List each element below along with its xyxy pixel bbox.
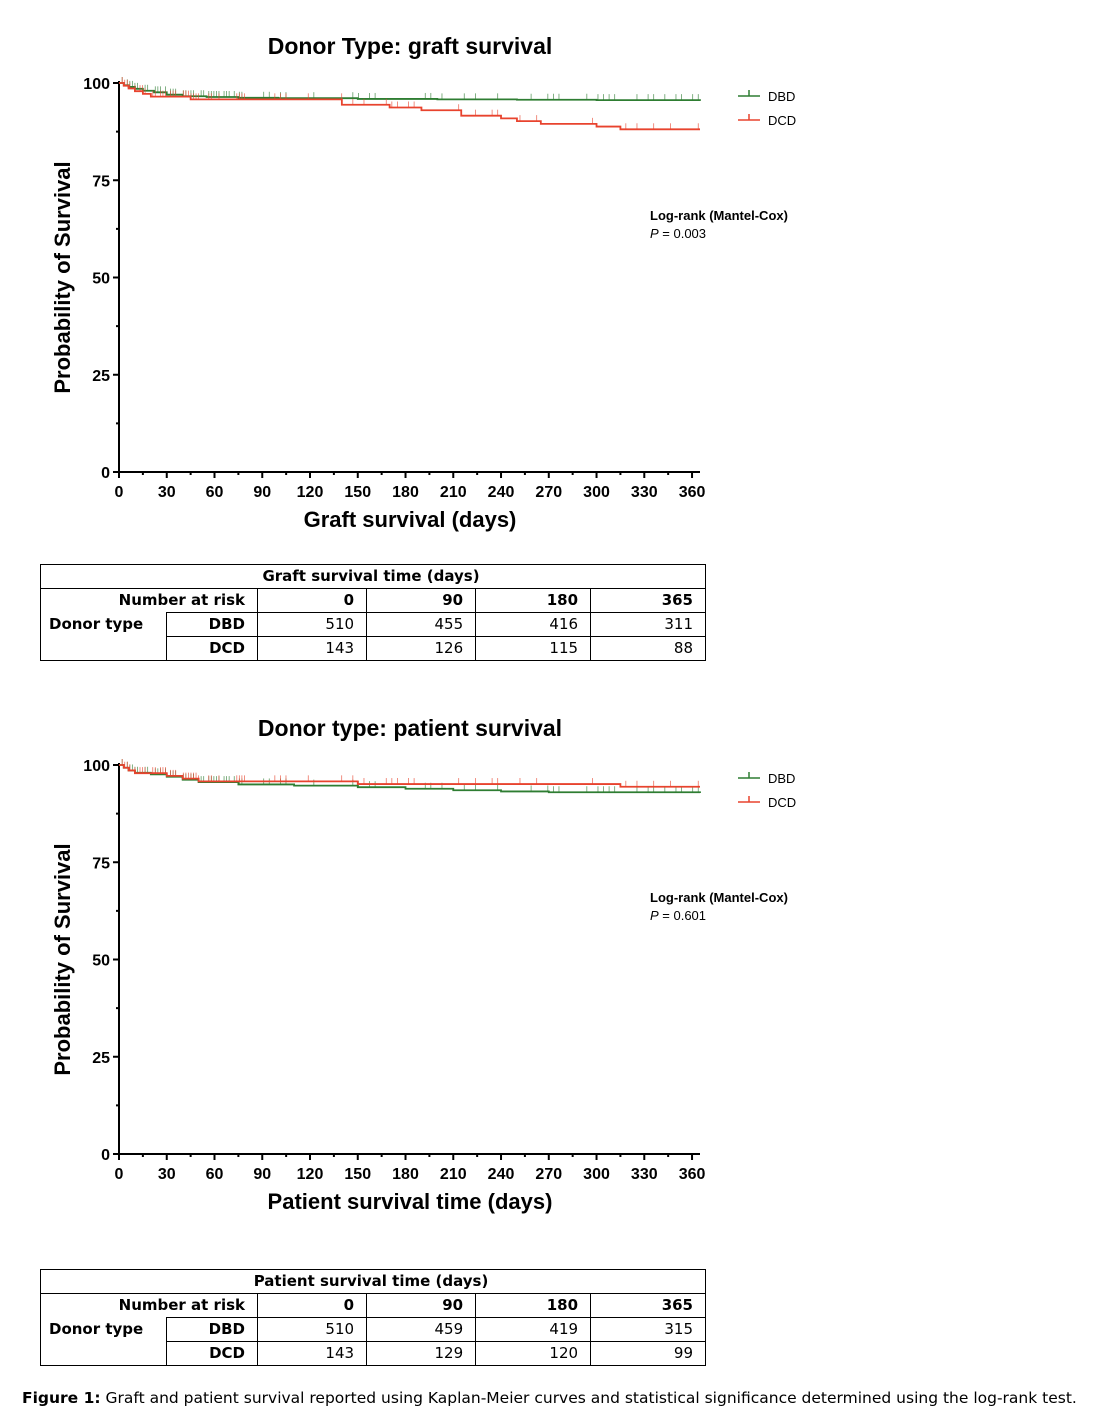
- p-value-annotation: [650, 226, 706, 241]
- patient-risk-table: [40, 1269, 706, 1366]
- p-symbol: P: [650, 226, 659, 241]
- y-tick-label: 25: [92, 367, 110, 385]
- logrank-annotation: Log-rank (Mantel-Cox): [650, 890, 788, 905]
- cell-dcd-90: 129: [367, 1342, 476, 1366]
- cell-dbd-90: 455: [367, 613, 476, 637]
- cell-dcd-0: 143: [258, 1342, 367, 1366]
- figure-caption: [22, 1389, 1077, 1407]
- legend-label: DCD: [768, 113, 797, 128]
- p-symbol: P: [650, 908, 659, 923]
- chart-title: Donor type: patient survival: [257, 715, 563, 741]
- cell-dbd-365: 311: [591, 613, 706, 637]
- y-tick-label: 50: [92, 270, 110, 288]
- cell-dbd-0: 510: [258, 613, 367, 637]
- p-value-annotation: [650, 908, 706, 923]
- empty-cell: [41, 637, 167, 661]
- table-header: Patient survival time (days): [41, 1270, 706, 1294]
- x-tick-label: 210: [439, 484, 467, 501]
- x-tick-label: 30: [157, 1166, 176, 1183]
- cell-dcd-365: 99: [591, 1342, 706, 1366]
- table-header: Graft survival time (days): [41, 565, 706, 589]
- x-axis-label: Graft survival (days): [303, 507, 517, 532]
- x-tick-label: 150: [344, 1166, 372, 1183]
- p-value: = 0.601: [658, 908, 707, 923]
- cell-dcd-180: 120: [476, 1342, 591, 1366]
- y-tick-label: 50: [92, 952, 110, 970]
- empty-cell: [41, 1342, 167, 1366]
- y-axis-label: Probability of Survival: [50, 843, 75, 1076]
- legend-label: DCD: [768, 795, 797, 810]
- y-tick-label: 100: [83, 76, 110, 93]
- graft-survival-chart: [0, 20, 820, 540]
- p-value: = 0.003: [658, 226, 707, 241]
- number-at-risk-label: Number at risk: [41, 589, 258, 613]
- cell-dbd-365: 315: [591, 1318, 706, 1342]
- cell-dcd-365: 88: [591, 637, 706, 661]
- chart-title: Donor Type: graft survival: [267, 33, 553, 59]
- legend-label: DBD: [768, 771, 796, 786]
- x-tick-label: 270: [535, 484, 563, 501]
- x-tick-label: 300: [583, 484, 610, 501]
- x-tick-label: 180: [392, 484, 419, 501]
- patient-survival-chart: [0, 702, 820, 1222]
- series-line-dcd: [119, 765, 700, 787]
- x-tick-label: 210: [439, 1166, 467, 1183]
- x-tick-label: 240: [487, 484, 515, 501]
- graft-risk-table: [40, 564, 706, 661]
- y-tick-label: 0: [101, 1147, 110, 1164]
- cell-dcd-90: 126: [367, 637, 476, 661]
- time-90: 90: [367, 1294, 476, 1318]
- x-tick-label: 0: [114, 484, 124, 501]
- cell-dcd-180: 115: [476, 637, 591, 661]
- y-tick-label: 25: [92, 1049, 110, 1067]
- series-line-dbd: [119, 765, 700, 793]
- y-tick-label: 75: [92, 855, 110, 873]
- row-label-dbd: DBD: [167, 613, 258, 637]
- caption-label: Figure 1:: [22, 1389, 101, 1407]
- x-tick-label: 240: [487, 1166, 515, 1183]
- x-tick-label: 30: [157, 484, 176, 501]
- donor-type-label: Donor type: [41, 1318, 167, 1342]
- donor-type-label: Donor type: [41, 613, 167, 637]
- x-tick-label: 60: [205, 1166, 224, 1183]
- series-line-dbd: [119, 83, 700, 101]
- cell-dbd-180: 419: [476, 1318, 591, 1342]
- y-tick-label: 100: [83, 758, 110, 775]
- x-tick-label: 330: [630, 484, 658, 501]
- caption-text: Graft and patient survival reported using Kaplan-Meier curves and statistical significance determined using the log-rank test.: [100, 1389, 1077, 1407]
- cell-dbd-0: 510: [258, 1318, 367, 1342]
- y-tick-label: 75: [92, 173, 110, 191]
- x-tick-label: 270: [535, 1166, 563, 1183]
- time-180: 180: [476, 1294, 591, 1318]
- row-label-dcd: DCD: [167, 1342, 258, 1366]
- logrank-annotation: Log-rank (Mantel-Cox): [650, 208, 788, 223]
- cell-dcd-0: 143: [258, 637, 367, 661]
- time-180: 180: [476, 589, 591, 613]
- x-tick-label: 120: [296, 1166, 324, 1183]
- x-tick-label: 330: [630, 1166, 658, 1183]
- time-0: 0: [258, 1294, 367, 1318]
- number-at-risk-label: Number at risk: [41, 1294, 258, 1318]
- x-tick-label: 360: [678, 484, 706, 501]
- series-line-dcd: [119, 83, 700, 129]
- x-tick-label: 360: [678, 1166, 706, 1183]
- cell-dbd-90: 459: [367, 1318, 476, 1342]
- x-tick-label: 180: [392, 1166, 419, 1183]
- time-0: 0: [258, 589, 367, 613]
- row-label-dbd: DBD: [167, 1318, 258, 1342]
- x-tick-label: 90: [253, 1166, 272, 1183]
- x-tick-label: 0: [114, 1166, 124, 1183]
- x-tick-label: 150: [344, 484, 372, 501]
- y-tick-label: 0: [101, 465, 110, 482]
- cell-dbd-180: 416: [476, 613, 591, 637]
- time-365: 365: [591, 589, 706, 613]
- x-tick-label: 120: [296, 484, 324, 501]
- row-label-dcd: DCD: [167, 637, 258, 661]
- x-tick-label: 60: [205, 484, 224, 501]
- legend-label: DBD: [768, 89, 796, 104]
- x-axis-label: Patient survival time (days): [267, 1189, 553, 1214]
- y-axis-label: Probability of Survival: [50, 161, 75, 394]
- x-tick-label: 90: [253, 484, 272, 501]
- time-90: 90: [367, 589, 476, 613]
- x-tick-label: 300: [583, 1166, 610, 1183]
- time-365: 365: [591, 1294, 706, 1318]
